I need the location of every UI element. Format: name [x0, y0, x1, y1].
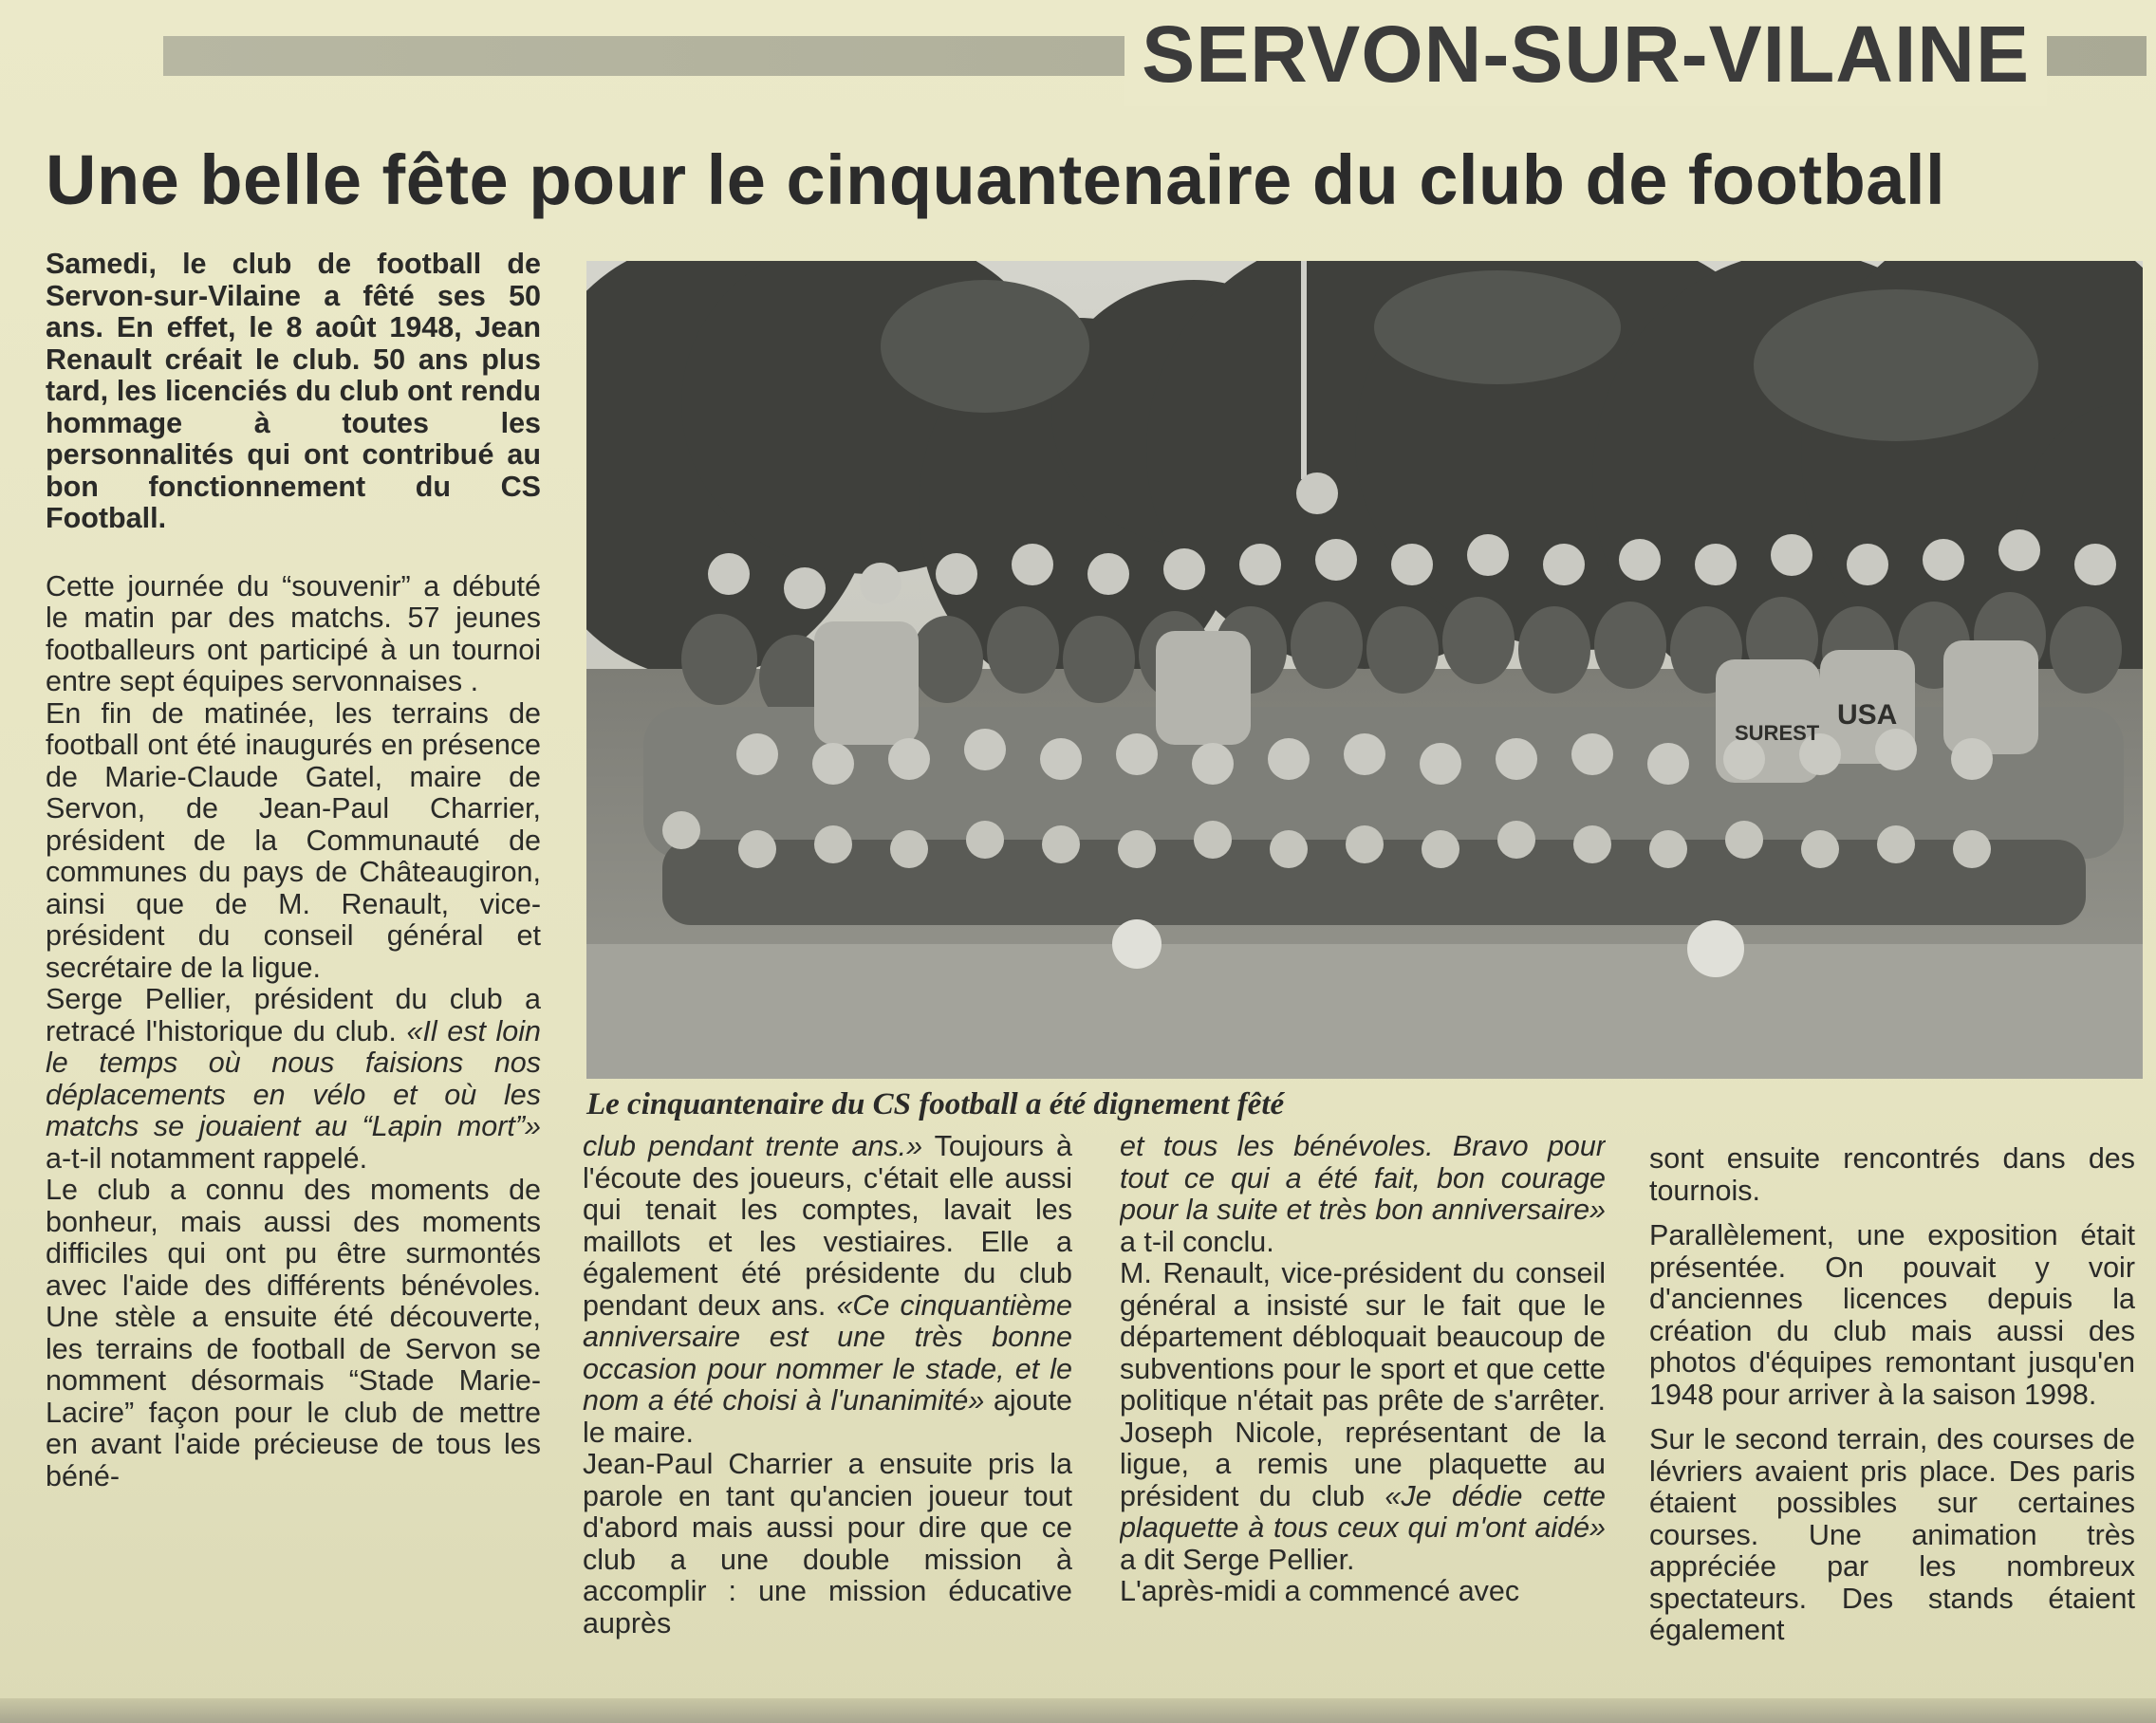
quote: «Ce cinquantième anniversaire est une très bonne occasion pour nommer le stade, et le nom a été choisi à l'unanimité» [583, 1288, 1072, 1417]
quote: «Je dédie cette plaquette à tous ceux qui m'ont aidé» [1120, 1479, 1606, 1544]
football [1112, 919, 1162, 969]
shirt-text: USA [1837, 699, 1898, 731]
paragraph: Jean-Paul Charrier a ensuite pris la parole en tant qu'ancien joueur tout d'abord mais aussi pour dire que ce club a une double mission à accomplir : une mission éducative auprès [583, 1448, 1072, 1640]
article-column-4 [1649, 1143, 2135, 1705]
team-photo-image [586, 261, 2143, 1079]
article-column-3 [1120, 1131, 1606, 1705]
page-edge-shadow [0, 1698, 2156, 1723]
football [1687, 920, 1744, 977]
paragraph: Serge Pellier, président du club a retracé l'historique du club. «Il est loin le temps où nous faisions nos déplacements en vélo et où les matchs se jouaient au “Lapin mort”» a-t-il notamment rappelé. [46, 983, 541, 1175]
paragraph: En fin de matinée, les terrains de football ont été inaugurés en présence de Marie-Claude Gatel, maire de Servon, de Jean-Paul Charrier, président de la Communauté de communes du pays de Châteaugiron, ainsi que de M. Renault, vice-président du conseil général et secrétaire de la ligue. [46, 696, 541, 984]
paragraph: M. Renault, vice-président du conseil général a insisté sur le fait que le département débloquait beaucoup de subventions pour le sport et que cette politique n'était pas prête de s'arrêter. Joseph Nicole, représentant de la ligue, a remis une plaquette au président du club «Je dédie cette plaquette à tous ceux qui m'ont aidé» a dit Serge Pellier. [1120, 1257, 1606, 1576]
shirt-text: SUREST [1735, 721, 1820, 745]
paragraph: Cette journée du “souvenir” a débuté le matin par des matchs. 57 jeunes footballeurs ont participé à un tournoi entre sept équipes servonnaises . [46, 569, 541, 697]
paragraph: Le club a connu des moments de bonheur, mais aussi des moments difficiles qui ont pu être surmontés avec l'aide des différents bénévoles. Une stèle a ensuite été découverte, les terrains de football de Servon se nomment désormais “Stade Marie-Lacire” façon pour le club de mettre en avant l'aide précieuse de tous les béné- [46, 1174, 541, 1492]
photo-caption: Le cinquantenaire du CS football a été dignement fêté [586, 1087, 1285, 1121]
paragraph: club pendant trente ans.» Toujours à l'écoute des joueurs, c'était elle aussi qui tenait les comptes, lavait les maillots et les vestiaires. Elle a également été présidente du club pendant deux ans. «Ce cinquantième anniversaire est une très bonne occasion pour nommer le stade, et le nom a été choisi à l'unanimité» ajoute le maire. [583, 1131, 1072, 1449]
quote: «Il est loin le temps où nous faisions nos déplacements en vélo et où les matchs se jouaient au “Lapin mort”» [46, 1014, 541, 1142]
paragraph: Sur le second terrain, des courses de lévriers avaient pris place. Des paris étaient possibles sur certaines courses. Une animation très appréciée par les nombreux spectateurs. Des stands étaient également [1649, 1423, 2135, 1646]
section-title: SERVON-SUR-VILAINE [1124, 2, 2047, 106]
quote: club pendant trente ans.» [583, 1131, 923, 1162]
paragraph: L'après-midi a commencé avec [1120, 1575, 1520, 1607]
paragraph: sont ensuite rencontrés dans des tournois. [1649, 1143, 2135, 1207]
paragraph: Parallèlement, une exposition était présentée. On pouvait y voir d'anciennes licences depuis la création du club mais aussi des photos d'équipes remontant jusqu'en 1948 pour arriver à la saison 1998. [1649, 1219, 2135, 1411]
article-column-1 [46, 249, 541, 1705]
lead-paragraph: Samedi, le club de football de Servon-sur-Vilaine a fêté ses 50 ans. En effet, le 8 août 1948, Jean Renault créait le club. 50 ans plus tard, les licenciés du club ont rendu hommage à toutes les personnalités qui ont contribué au bon fonctionnement du CS Football. [46, 249, 541, 534]
headline: Une belle fête pour le cinquantenaire du club de football [46, 140, 1946, 219]
article-column-2 [583, 1131, 1072, 1705]
paragraph: et tous les bénévoles. Bravo pour tout ce qui a été fait, bon courage pour la suite et très bon anniversaire» a t-il conclu. [1120, 1131, 1606, 1258]
team-photo [586, 261, 2143, 1079]
quote: et tous les bénévoles. Bravo pour tout ce qui a été fait, bon courage pour la suite et très bon anniversaire» [1120, 1131, 1606, 1226]
